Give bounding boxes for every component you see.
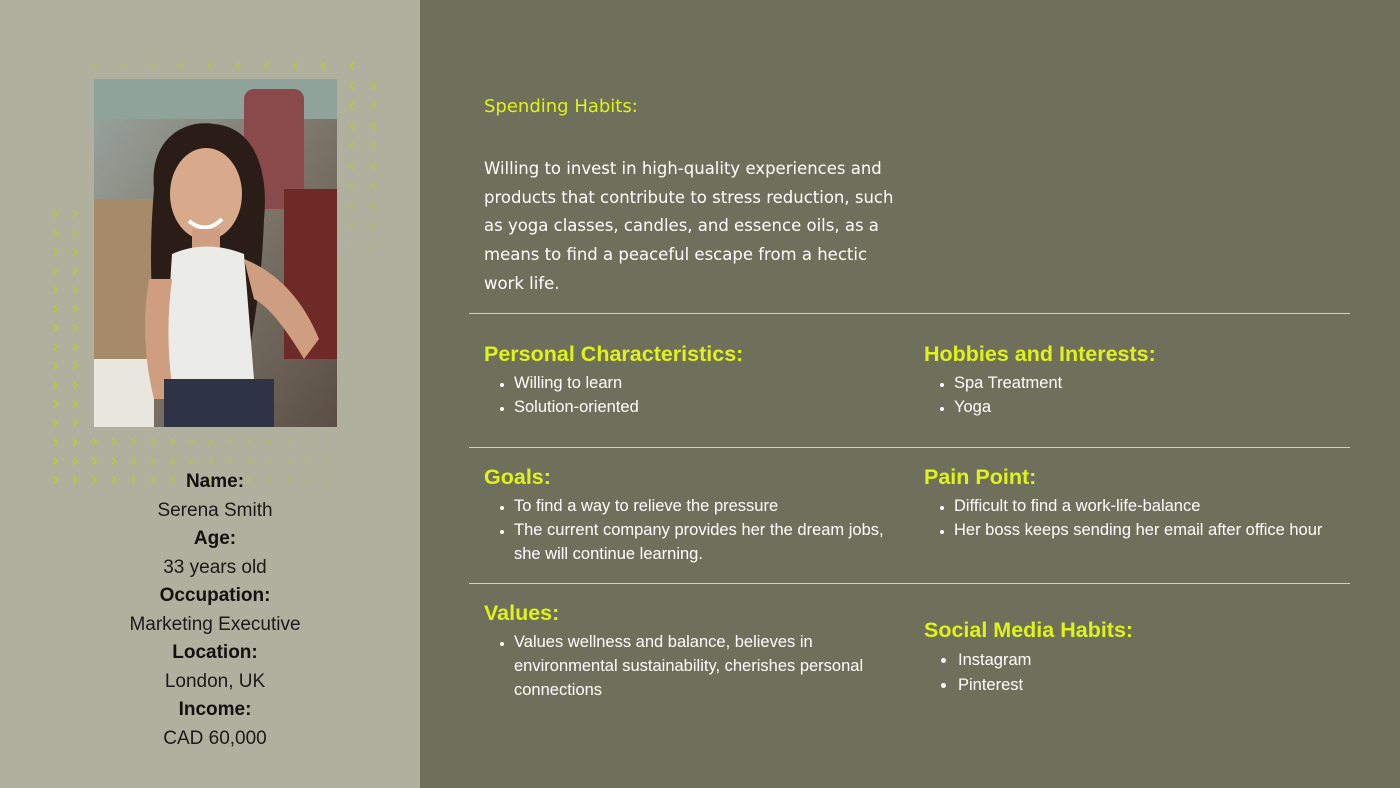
- list-item: • Yoga: [954, 395, 1344, 419]
- name-label: Name:: [185, 471, 245, 492]
- bullet-list: [484, 371, 904, 419]
- chevron-icon: [54, 382, 57, 388]
- list-item: • Difficult to find a work-life-balance: [954, 494, 1324, 518]
- goals-section: [484, 464, 904, 566]
- divider: [469, 313, 1350, 314]
- chevron-icon: [74, 382, 77, 388]
- chevron-icon: [54, 401, 57, 407]
- chevron-icon: [350, 163, 353, 169]
- spending-habits-title: Spending Habits:: [484, 96, 638, 117]
- chevron-icon: [54, 439, 57, 445]
- social-media-section: [924, 617, 1344, 697]
- chevron-icon: [54, 420, 57, 426]
- chevron-icon: [54, 249, 57, 255]
- chevron-icon: [94, 63, 97, 69]
- chevron-icon: [152, 439, 155, 445]
- chevron-icon: [230, 459, 232, 463]
- chevron-icon: [54, 230, 57, 236]
- list-item: • Spa Treatment: [954, 371, 1344, 395]
- spending-habits-text: Willing to invest in high-quality experiences and products that contribute to stress reduction, such as yoga classes, candles, and essence oils, as a means to find a peaceful escape from a hectic work life.: [484, 159, 894, 293]
- bullet-list: [924, 494, 1324, 542]
- chevron-icon: [74, 230, 77, 236]
- divider: [469, 447, 1350, 448]
- personal-characteristics-section: [484, 341, 904, 419]
- chevron-icon: [350, 243, 353, 249]
- list-item: • The current company provides her the dream jobs, she will continue learning.: [514, 518, 884, 566]
- chevron-icon: [327, 440, 329, 444]
- chevron-icon: [350, 203, 353, 209]
- list-item: • Pinterest: [958, 672, 1344, 697]
- list-item: • Willing to learn: [514, 371, 904, 395]
- chevron-icon: [93, 458, 96, 464]
- chevron-icon: [54, 344, 57, 350]
- chevron-icon: [372, 243, 375, 249]
- chevron-icon: [210, 440, 212, 444]
- chevron-icon: [265, 63, 268, 69]
- income-value: CAD 60,000: [163, 727, 267, 749]
- occupation-label: Occupation:: [159, 585, 271, 606]
- chevron-icon: [74, 249, 77, 255]
- chevron-icon: [372, 183, 375, 189]
- chevron-icon: [54, 363, 57, 369]
- chevron-icon: [74, 458, 77, 464]
- profile-info: [20, 468, 410, 753]
- chevron-icon: [327, 459, 329, 463]
- chevron-icon: [322, 63, 325, 69]
- chevron-icon: [74, 325, 77, 331]
- chevron-icon: [171, 439, 174, 445]
- profile-photo: [94, 79, 337, 427]
- chevron-icon: [132, 458, 135, 464]
- chevron-icon: [74, 420, 77, 426]
- chevron-icon: [123, 63, 126, 69]
- chevron-icon: [269, 459, 271, 463]
- chevron-icon: [180, 63, 183, 69]
- section-title: Pain Point:: [924, 465, 1037, 489]
- age-value: 33 years old: [163, 556, 267, 578]
- location-value: London, UK: [164, 670, 266, 692]
- chevron-icon: [288, 440, 290, 444]
- chevron-icon: [208, 63, 211, 69]
- list-item: • Values wellness and balance, believes in environmental sustainability, cherishes personal connections: [514, 630, 894, 702]
- occupation-value: Marketing Executive: [129, 613, 301, 635]
- chevron-icon: [74, 306, 77, 312]
- list-item: • Solution-oriented: [514, 395, 904, 419]
- pain-point-section: [924, 464, 1344, 542]
- chevron-icon: [372, 143, 375, 149]
- age-label: Age:: [193, 528, 237, 549]
- values-section: [484, 600, 904, 702]
- chevron-icon: [151, 63, 154, 69]
- divider: [469, 583, 1350, 584]
- list-item: • Instagram: [958, 647, 1344, 672]
- chevron-icon: [350, 123, 353, 129]
- chevron-icon: [54, 268, 57, 274]
- chevron-icon: [288, 459, 290, 463]
- section-title: Values:: [484, 601, 560, 625]
- chevron-icon: [74, 211, 77, 217]
- chevron-icon: [74, 401, 77, 407]
- chevron-icon: [230, 440, 232, 444]
- chevron-icon: [74, 439, 77, 445]
- chevron-icon: [74, 287, 77, 293]
- name-value: Serena Smith: [157, 499, 273, 521]
- section-title: Social Media Habits:: [924, 618, 1134, 642]
- chevron-icon: [132, 439, 135, 445]
- chevron-icon: [372, 103, 375, 109]
- chevron-icon: [350, 223, 353, 229]
- section-title: Personal Characteristics:: [484, 342, 744, 366]
- chevron-icon: [152, 458, 155, 464]
- chevron-icon: [74, 268, 77, 274]
- bullet-list: [924, 371, 1344, 419]
- chevron-icon: [269, 440, 271, 444]
- chevron-icon: [54, 287, 57, 293]
- hobbies-section: [924, 341, 1344, 419]
- chevron-icon: [171, 458, 174, 464]
- chevron-icon: [93, 439, 96, 445]
- chevron-icon: [372, 123, 375, 129]
- section-title: Hobbies and Interests:: [924, 342, 1156, 366]
- list-item: • To find a way to relieve the pressure: [514, 494, 884, 518]
- chevron-icon: [191, 459, 193, 463]
- chevron-icon: [294, 63, 297, 69]
- chevron-icon: [210, 459, 212, 463]
- chevron-icon: [372, 83, 375, 89]
- chevron-icon: [350, 183, 353, 189]
- chevron-icon: [372, 163, 375, 169]
- chevron-icon: [372, 203, 375, 209]
- chevron-icon: [350, 103, 353, 109]
- chevron-icon: [308, 440, 310, 444]
- chevron-icon: [249, 440, 251, 444]
- bullet-list: [484, 494, 884, 566]
- location-label: Location:: [172, 642, 258, 663]
- chevron-icon: [54, 325, 57, 331]
- chevron-icon: [54, 306, 57, 312]
- chevron-icon: [74, 363, 77, 369]
- chevron-icon: [308, 459, 310, 463]
- chevron-icon: [113, 439, 116, 445]
- chevron-icon: [54, 211, 57, 217]
- chevron-icon: [249, 459, 251, 463]
- chevron-icon: [74, 344, 77, 350]
- chevron-icon: [113, 458, 116, 464]
- section-title: Goals:: [484, 465, 551, 489]
- bullet-list: [924, 647, 1344, 697]
- chevron-icon: [191, 440, 193, 444]
- chevron-icon: [350, 143, 353, 149]
- chevron-icon: [237, 63, 240, 69]
- income-label: Income:: [178, 699, 252, 720]
- chevron-icon: [54, 458, 57, 464]
- chevron-icon: [351, 63, 354, 69]
- bullet-list: [484, 630, 894, 702]
- chevron-icon: [372, 223, 375, 229]
- list-item: • Her boss keeps sending her email after office hour: [954, 518, 1324, 542]
- chevron-icon: [350, 83, 353, 89]
